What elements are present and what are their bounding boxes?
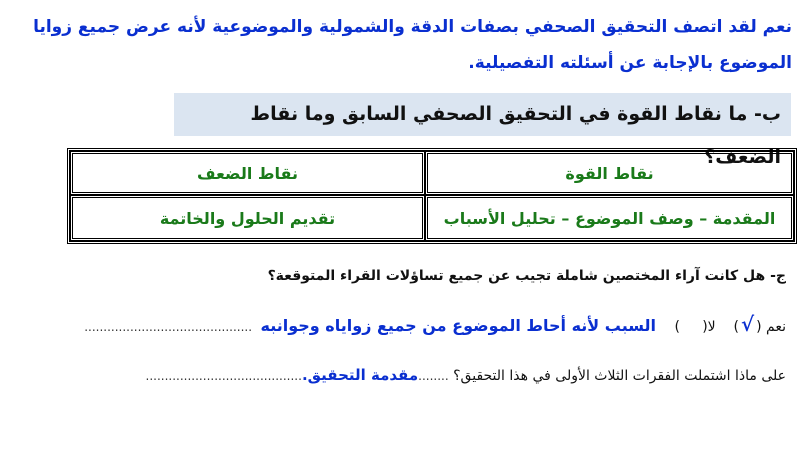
cell-strengths: المقدمة – وصف الموضوع – تحليل الأسباب — [425, 195, 794, 241]
intro-line-1: نعم لقد اتصف التحقيق الصحفي بصفات الدقة والشمولية والموضوعية لأنه عرض جميع زوايا — [33, 17, 792, 37]
no-label: لا( — [702, 319, 716, 335]
question-c-text: ج- هل كانت آراء المختصين شاملة تجيب عن جميع تساؤلات القراء المتوقعة؟ — [267, 268, 786, 284]
no-close-paren: ) — [674, 319, 680, 335]
cell-weaknesses: تقديم الحلول والخاتمة — [70, 195, 425, 241]
header-strengths: نقاط القوة — [425, 151, 794, 195]
strengths-weaknesses-table — [67, 148, 797, 244]
question-b-heading: ب- ما نقاط القوة في التحقيق الصحفي السابق وما نقاط الضعف؟ — [174, 93, 791, 136]
answer-c-reason: السبب لأنه أحاط الموضوع من جميع زواياه وجوانبه — [260, 316, 657, 335]
answer-c-dots: ............................................ — [84, 320, 253, 334]
check-mark-icon: √ — [740, 312, 755, 336]
question-d-dots-after: ......................................... — [145, 369, 302, 383]
intro-line-2: الموضوع بالإجابة عن أسئلته التفصيلية. — [468, 53, 792, 73]
intro-paragraph — [2, 4, 792, 86]
yes-open-paren: ( — [756, 319, 762, 335]
yes-label: نعم — [766, 319, 786, 335]
question-d-dots-before: ........ — [418, 369, 449, 383]
header-weaknesses: نقاط الضعف — [70, 151, 425, 195]
question-d-line — [6, 366, 786, 384]
question-d-text: على ماذا اشتملت الفقرات الثلاث الأولى في هذا التحقيق؟ — [453, 368, 786, 384]
question-d-answer: مقدمة التحقيق. — [301, 366, 419, 384]
table-header-row — [70, 151, 794, 195]
table-row — [70, 195, 794, 241]
yes-close-paren: ) — [733, 319, 739, 335]
answer-c-line — [6, 312, 786, 336]
